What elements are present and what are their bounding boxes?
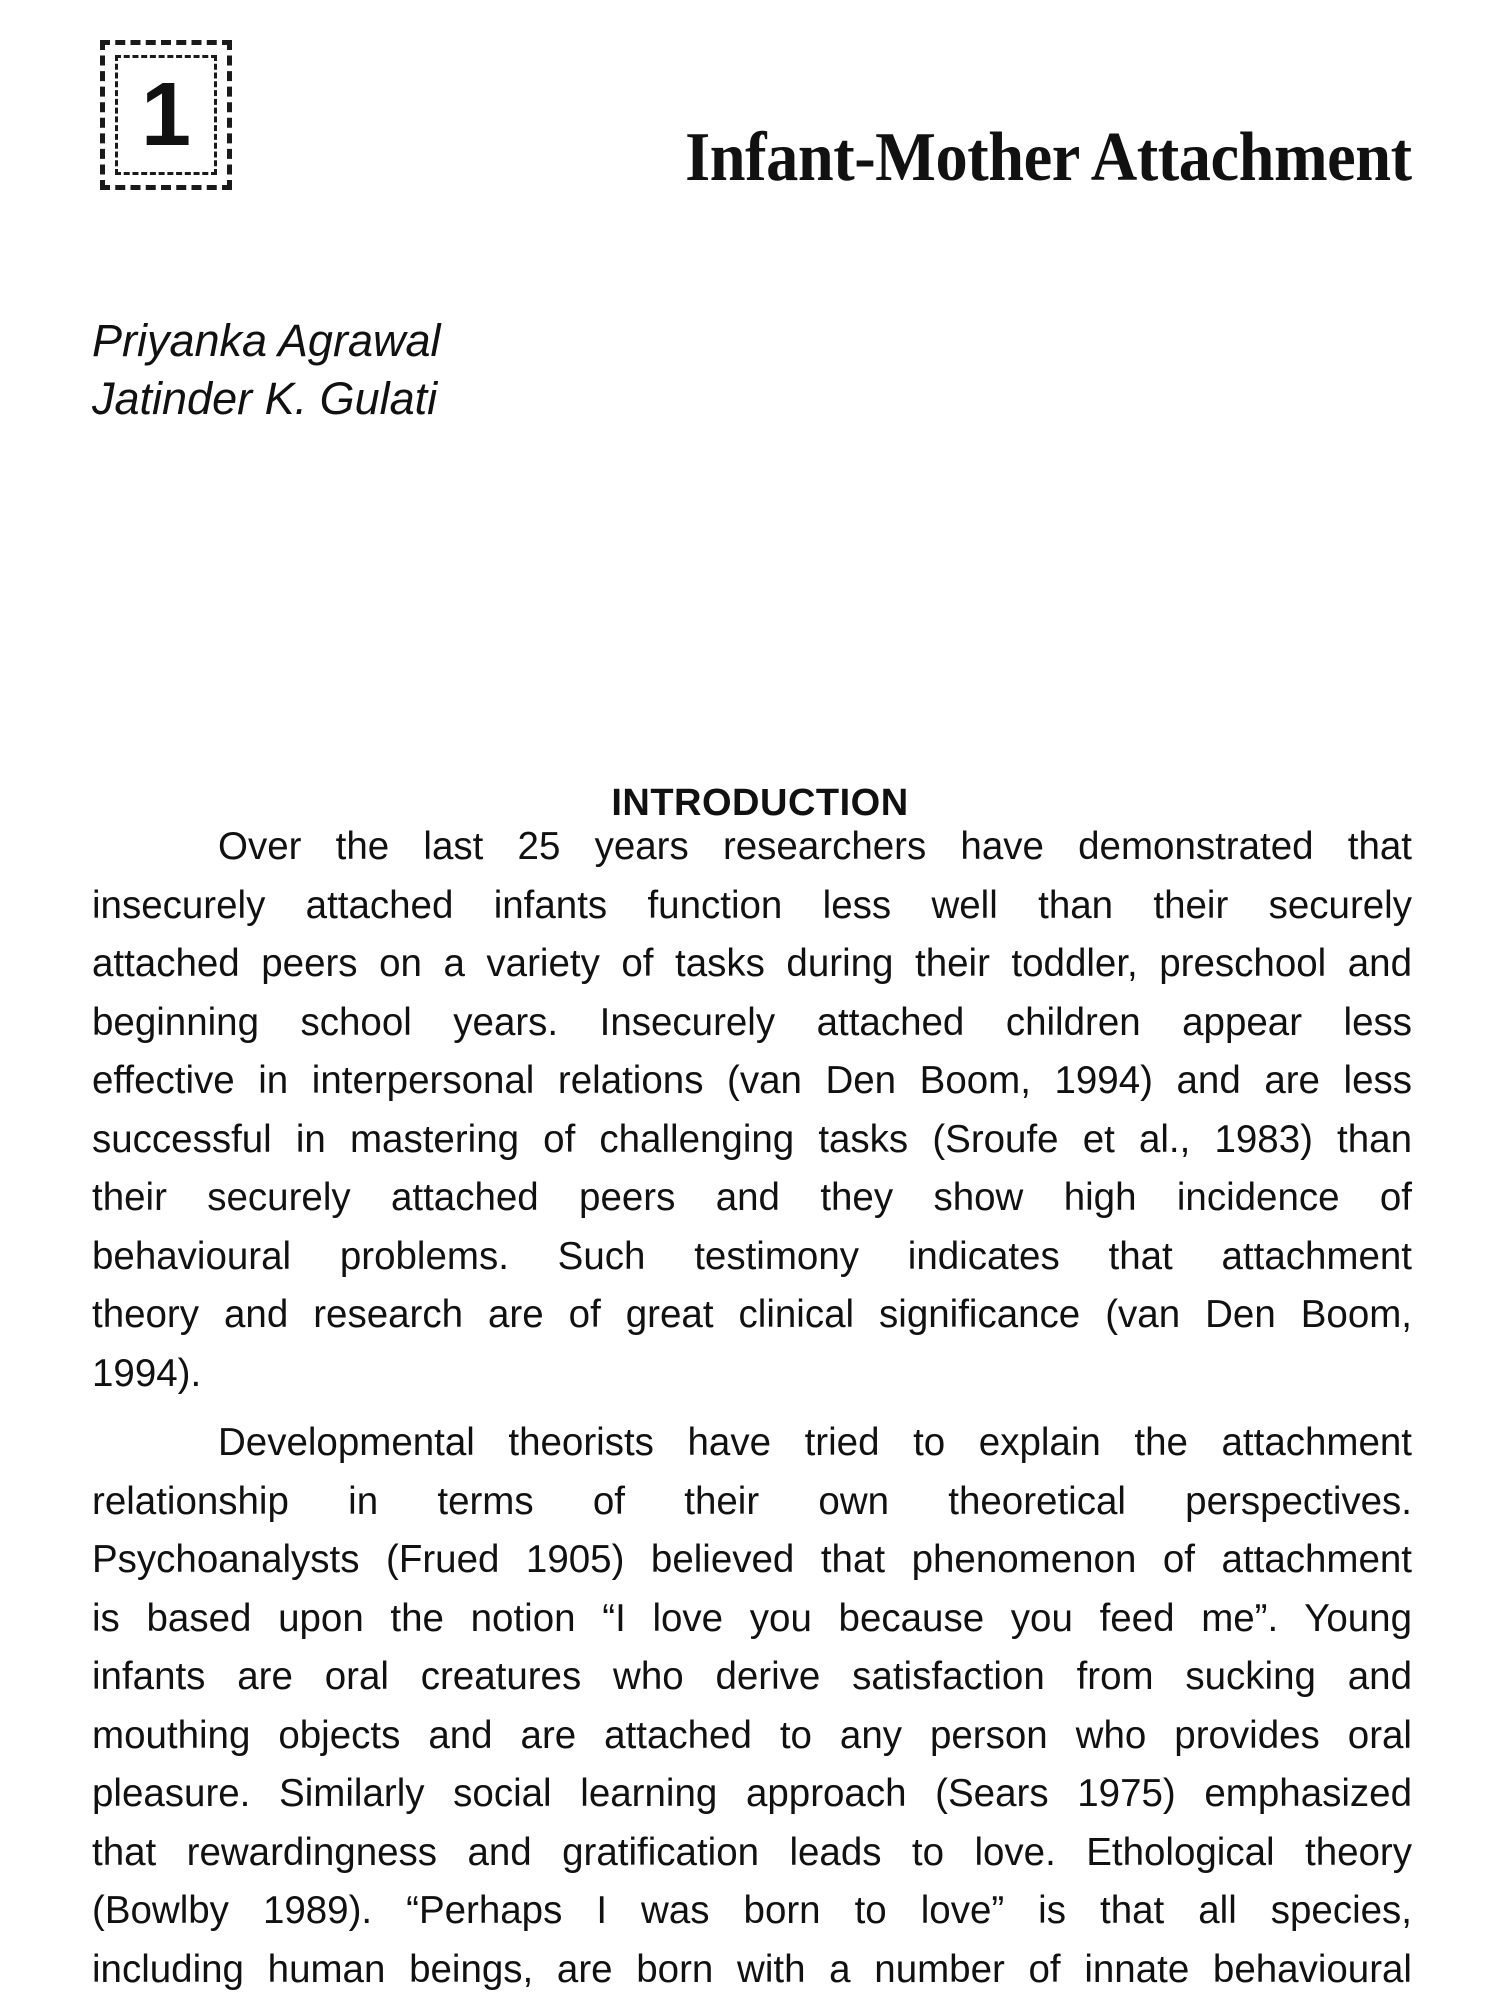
chapter-number-box (100, 40, 232, 190)
text-line: 1994). (92, 1351, 202, 1395)
text-line: Developmental theorists have tried to explain the attachment (218, 1421, 1412, 1464)
text-line: Over the last 25 years researchers have demonstrated that (218, 825, 1412, 868)
section-heading: INTRODUCTION (611, 781, 909, 824)
text-line: behavioural problems. Such testimony indicates that attachment (92, 1234, 1412, 1278)
text-line: is based upon the notion “I love you because you feed me”. Young (92, 1596, 1412, 1640)
text-line: successful in mastering of challenging tasks (Sroufe et al., 1983) than (92, 1117, 1412, 1161)
text-line: mouthing objects and are attached to any person who provides oral (92, 1713, 1412, 1757)
text-line: theory and research are of great clinical significance (van Den Boom, (92, 1293, 1412, 1336)
text-line: beginning school years. Insecurely attached children appear less (92, 1000, 1412, 1044)
chapter-title: Infant-Mother Attachment (685, 118, 1412, 196)
text-line: that rewardingness and gratification leads to love. Ethological theory (92, 1830, 1412, 1874)
author-name: Priyanka Agrawal (92, 315, 441, 366)
text-line: infants are oral creatures who derive satisfaction from sucking and (92, 1655, 1412, 1698)
paragraph-2 (92, 1414, 1412, 1999)
text-line: (Bowlby 1989). “Perhaps I was born to love” is that all species, (92, 1889, 1412, 1932)
text-line: their securely attached peers and they show high incidence of (92, 1176, 1412, 1219)
text-line: Psychoanalysts (Frued 1905) believed that phenomenon of attachment (92, 1538, 1412, 1581)
chapter-number-box-inner (115, 55, 217, 175)
paragraph-1 (92, 818, 1412, 1403)
text-line: pleasure. Similarly social learning approach (Sears 1975) emphasized (92, 1772, 1412, 1815)
text-line: attached peers on a variety of tasks during their toddler, preschool and (92, 942, 1412, 985)
author-name: Jatinder K. Gulati (92, 373, 438, 424)
chapter-number: 1 (140, 65, 192, 165)
text-line: relationship in terms of their own theoretical perspectives. (92, 1479, 1412, 1523)
author-list (92, 312, 441, 428)
text-line: insecurely attached infants function less well than their securely (92, 883, 1412, 927)
text-line: including human beings, are born with a number of innate behavioural (92, 1947, 1412, 1991)
text-line: effective in interpersonal relations (van Den Boom, 1994) and are less (92, 1059, 1412, 1102)
